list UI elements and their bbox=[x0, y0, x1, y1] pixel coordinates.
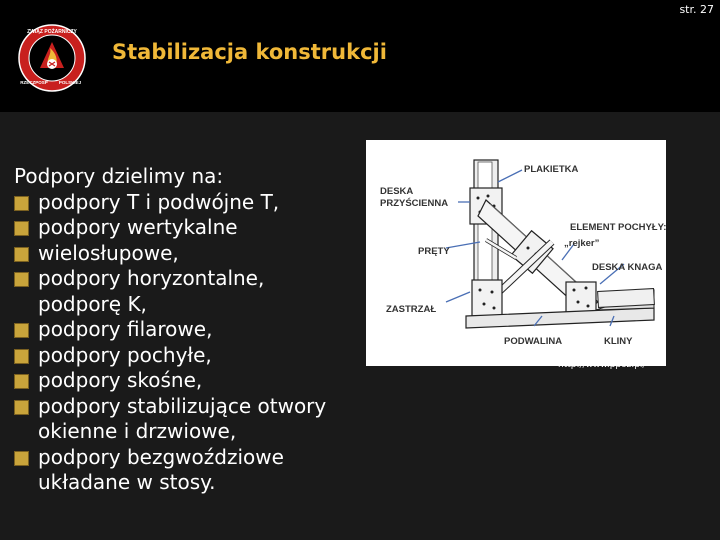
square-bullet-icon bbox=[14, 196, 29, 211]
list-item: podpory T i podwójne T, bbox=[14, 190, 369, 216]
list-item: podpory bezgwoździowe układane w stosy. bbox=[14, 445, 369, 496]
square-bullet-icon bbox=[14, 400, 29, 415]
cleat-block bbox=[566, 282, 596, 314]
square-bullet-icon bbox=[14, 374, 29, 389]
bottom-plate bbox=[472, 280, 502, 316]
square-bullet-icon bbox=[14, 221, 29, 236]
logo-left-text: RZECZPOSP bbox=[20, 80, 48, 85]
list-intro: Podpory dzielimy na: bbox=[14, 164, 224, 188]
logo-right-text: POLSKIEJ bbox=[58, 80, 82, 85]
list-item: podpory horyzontalne, podporę K, bbox=[14, 266, 369, 317]
image-source-caption: http://www.ppoz.pl/ bbox=[558, 360, 646, 370]
support-types-list bbox=[14, 164, 369, 496]
square-bullet-icon bbox=[14, 247, 29, 262]
list-item: podpory pochyłe, bbox=[14, 343, 369, 369]
bullet-list bbox=[14, 190, 369, 496]
page-number: str. 27 bbox=[679, 3, 714, 16]
label-podwalina: PODWALINA bbox=[504, 336, 563, 347]
square-bullet-icon bbox=[14, 451, 29, 466]
label-element-line1: ELEMENT POCHYŁY: bbox=[570, 222, 666, 233]
label-deska-line1: DESKA bbox=[380, 186, 414, 197]
label-element-line2: „rejker” bbox=[564, 238, 600, 249]
square-bullet-icon bbox=[14, 272, 29, 287]
page-title: Stabilizacja konstrukcji bbox=[112, 40, 387, 64]
label-deska-knaga: DESKA KNAGA bbox=[592, 262, 663, 273]
list-item: podpory wertykalne bbox=[14, 215, 369, 241]
fire-brigade-logo bbox=[18, 22, 86, 92]
list-item: podpory stabilizujące otwory okienne i drzwiowe, bbox=[14, 394, 369, 445]
support-structure-diagram bbox=[366, 140, 666, 366]
logo-top-text: ZWIĄZ POŻARNICZY bbox=[27, 29, 77, 35]
label-deska-line2: PRZYŚCIENNA bbox=[380, 198, 449, 209]
header-bar bbox=[0, 0, 720, 112]
label-kliny: KLINY bbox=[604, 336, 633, 347]
label-plakietka: PLAKIETKA bbox=[524, 164, 579, 175]
list-item: podpory filarowe, bbox=[14, 317, 369, 343]
list-item: wielosłupowe, bbox=[14, 241, 369, 267]
label-prety: PRĘTY bbox=[418, 246, 450, 257]
label-zastrzal: ZASTRZAŁ bbox=[386, 304, 437, 315]
list-item: podpory skośne, bbox=[14, 368, 369, 394]
square-bullet-icon bbox=[14, 323, 29, 338]
square-bullet-icon bbox=[14, 349, 29, 364]
